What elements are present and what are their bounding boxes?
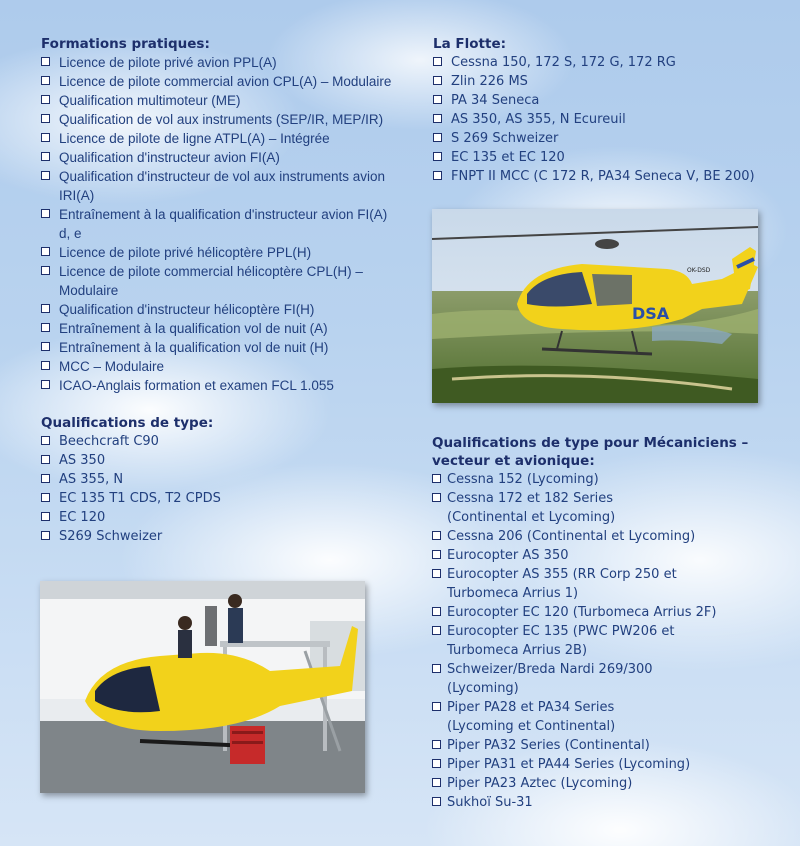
list-item: AS 355, N (41, 470, 341, 489)
checkbox-icon (41, 95, 50, 104)
livery-text: DSA (632, 304, 670, 323)
checkbox-icon (41, 342, 50, 351)
mechanics-section (432, 434, 777, 812)
checkbox-icon (432, 740, 441, 749)
hangar-maintenance-photo (40, 581, 365, 793)
checkbox-icon (432, 607, 441, 616)
list-item: Sukhoï Su-31 (432, 793, 777, 812)
list-item: Licence de pilote privé hélicoptère PPL(H) (41, 243, 411, 262)
checkbox-icon (41, 380, 50, 389)
checkbox-icon (433, 95, 442, 104)
list-item: Eurocopter EC 135 (PWC PW206 et Turbomeca Arrius 2B) (432, 622, 727, 660)
checkbox-icon (432, 778, 441, 787)
checkbox-icon (41, 531, 50, 540)
list-item: Piper PA28 et PA34 Series (Lycoming et Continental) (432, 698, 657, 736)
checkbox-icon (41, 304, 50, 313)
checkbox-icon (41, 209, 50, 218)
type-ratings-list (41, 432, 341, 546)
checkbox-icon (432, 531, 441, 540)
formations-section (41, 35, 411, 395)
list-item: Entraînement à la qualification vol de nuit (H) (41, 338, 411, 357)
list-item: Piper PA23 Aztec (Lycoming) (432, 774, 777, 793)
list-item: EC 120 (41, 508, 341, 527)
checkbox-icon (432, 702, 441, 711)
checkbox-icon (41, 323, 50, 332)
checkbox-icon (41, 455, 50, 464)
list-item: Licence de pilote commercial hélicoptère CPL(H) – Modulaire (41, 262, 394, 300)
helicopter-flight-photo (432, 209, 758, 403)
list-item: Entraînement à la qualification vol de nuit (A) (41, 319, 411, 338)
list-item: Eurocopter AS 355 (RR Corp 250 et Turbomeca Arrius 1) (432, 565, 727, 603)
list-item: S269 Schweizer (41, 527, 341, 546)
list-item: EC 135 T1 CDS, T2 CPDS (41, 489, 341, 508)
checkbox-icon (432, 474, 441, 483)
checkbox-icon (41, 171, 50, 180)
checkbox-icon (41, 436, 50, 445)
formations-heading: Formations pratiques: (41, 36, 210, 52)
list-item: Cessna 150, 172 S, 172 G, 172 RG (433, 53, 773, 72)
checkbox-icon (41, 76, 50, 85)
list-item: ICAO-Anglais formation et examen FCL 1.055 (41, 376, 411, 395)
list-item: MCC – Modulaire (41, 357, 411, 376)
checkbox-icon (432, 569, 441, 578)
helicopter-flight-illustration (432, 209, 758, 403)
checkbox-icon (432, 797, 441, 806)
list-item: S 269 Schweizer (433, 129, 773, 148)
list-item: Piper PA31 et PA44 Series (Lycoming) (432, 755, 777, 774)
list-item: Eurocopter AS 350 (432, 546, 777, 565)
formations-list (41, 53, 411, 395)
list-item: Cessna 172 et 182 Series (Continental et Lycoming) (432, 489, 647, 527)
list-item: Qualification d'instructeur de vol aux instruments avion IRI(A) (41, 167, 389, 205)
checkbox-icon (432, 664, 441, 673)
list-item: Piper PA32 Series (Continental) (432, 736, 777, 755)
list-item: Qualification de vol aux instruments (SEP/IR, MEP/IR) (41, 110, 411, 129)
checkbox-icon (41, 493, 50, 502)
list-item: AS 350, AS 355, N Ecureuil (433, 110, 773, 129)
checkbox-icon (433, 114, 442, 123)
list-item: PA 34 Seneca (433, 91, 773, 110)
checkbox-icon (432, 626, 441, 635)
checkbox-icon (41, 114, 50, 123)
list-item: Schweizer/Breda Nardi 269/300 (Lycoming) (432, 660, 717, 698)
checkbox-icon (433, 133, 442, 142)
mechanics-heading-line2: vecteur et avionique: (432, 453, 595, 469)
list-item: Licence de pilote commercial avion CPL(A) – Modulaire (41, 72, 411, 91)
mechanics-heading-line1: Qualifications de type pour Mécaniciens – (432, 435, 749, 451)
checkbox-icon (433, 152, 442, 161)
hangar-illustration (40, 581, 365, 793)
list-item: Qualification multimoteur (ME) (41, 91, 411, 110)
list-item: Entraînement à la qualification d'instructeur avion FI(A) d, e (41, 205, 389, 243)
checkbox-icon (41, 133, 50, 142)
list-item: Licence de pilote privé avion PPL(A) (41, 53, 411, 72)
mechanics-list (432, 470, 777, 812)
checkbox-icon (433, 171, 442, 180)
checkbox-icon (433, 76, 442, 85)
checkbox-icon (41, 247, 50, 256)
checkbox-icon (41, 474, 50, 483)
list-item: Qualification d'instructeur hélicoptère FI(H) (41, 300, 411, 319)
list-item: Cessna 206 (Continental et Lycoming) (432, 527, 777, 546)
list-item: Beechcraft C90 (41, 432, 341, 451)
list-item: AS 350 (41, 451, 341, 470)
list-item: Zlin 226 MS (433, 72, 773, 91)
checkbox-icon (41, 57, 50, 66)
registration-text: OK-DSD (687, 267, 711, 274)
list-item: Licence de pilote de ligne ATPL(A) – Intégrée (41, 129, 411, 148)
list-item: EC 135 et EC 120 (433, 148, 773, 167)
fleet-list (433, 53, 773, 186)
checkbox-icon (432, 550, 441, 559)
type-ratings-heading: Qualifications de type: (41, 415, 214, 431)
checkbox-icon (41, 266, 50, 275)
checkbox-icon (41, 512, 50, 521)
checkbox-icon (433, 57, 442, 66)
checkbox-icon (41, 361, 50, 370)
checkbox-icon (432, 759, 441, 768)
fleet-heading: La Flotte: (433, 36, 506, 52)
type-ratings-section (41, 414, 341, 546)
list-item: FNPT II MCC (C 172 R, PA34 Seneca V, BE 200) (433, 167, 773, 186)
list-item: Qualification d'instructeur avion FI(A) (41, 148, 411, 167)
checkbox-icon (41, 152, 50, 161)
list-item: Eurocopter EC 120 (Turbomeca Arrius 2F) (432, 603, 777, 622)
fleet-section (433, 35, 773, 186)
list-item: Cessna 152 (Lycoming) (432, 470, 777, 489)
checkbox-icon (432, 493, 441, 502)
